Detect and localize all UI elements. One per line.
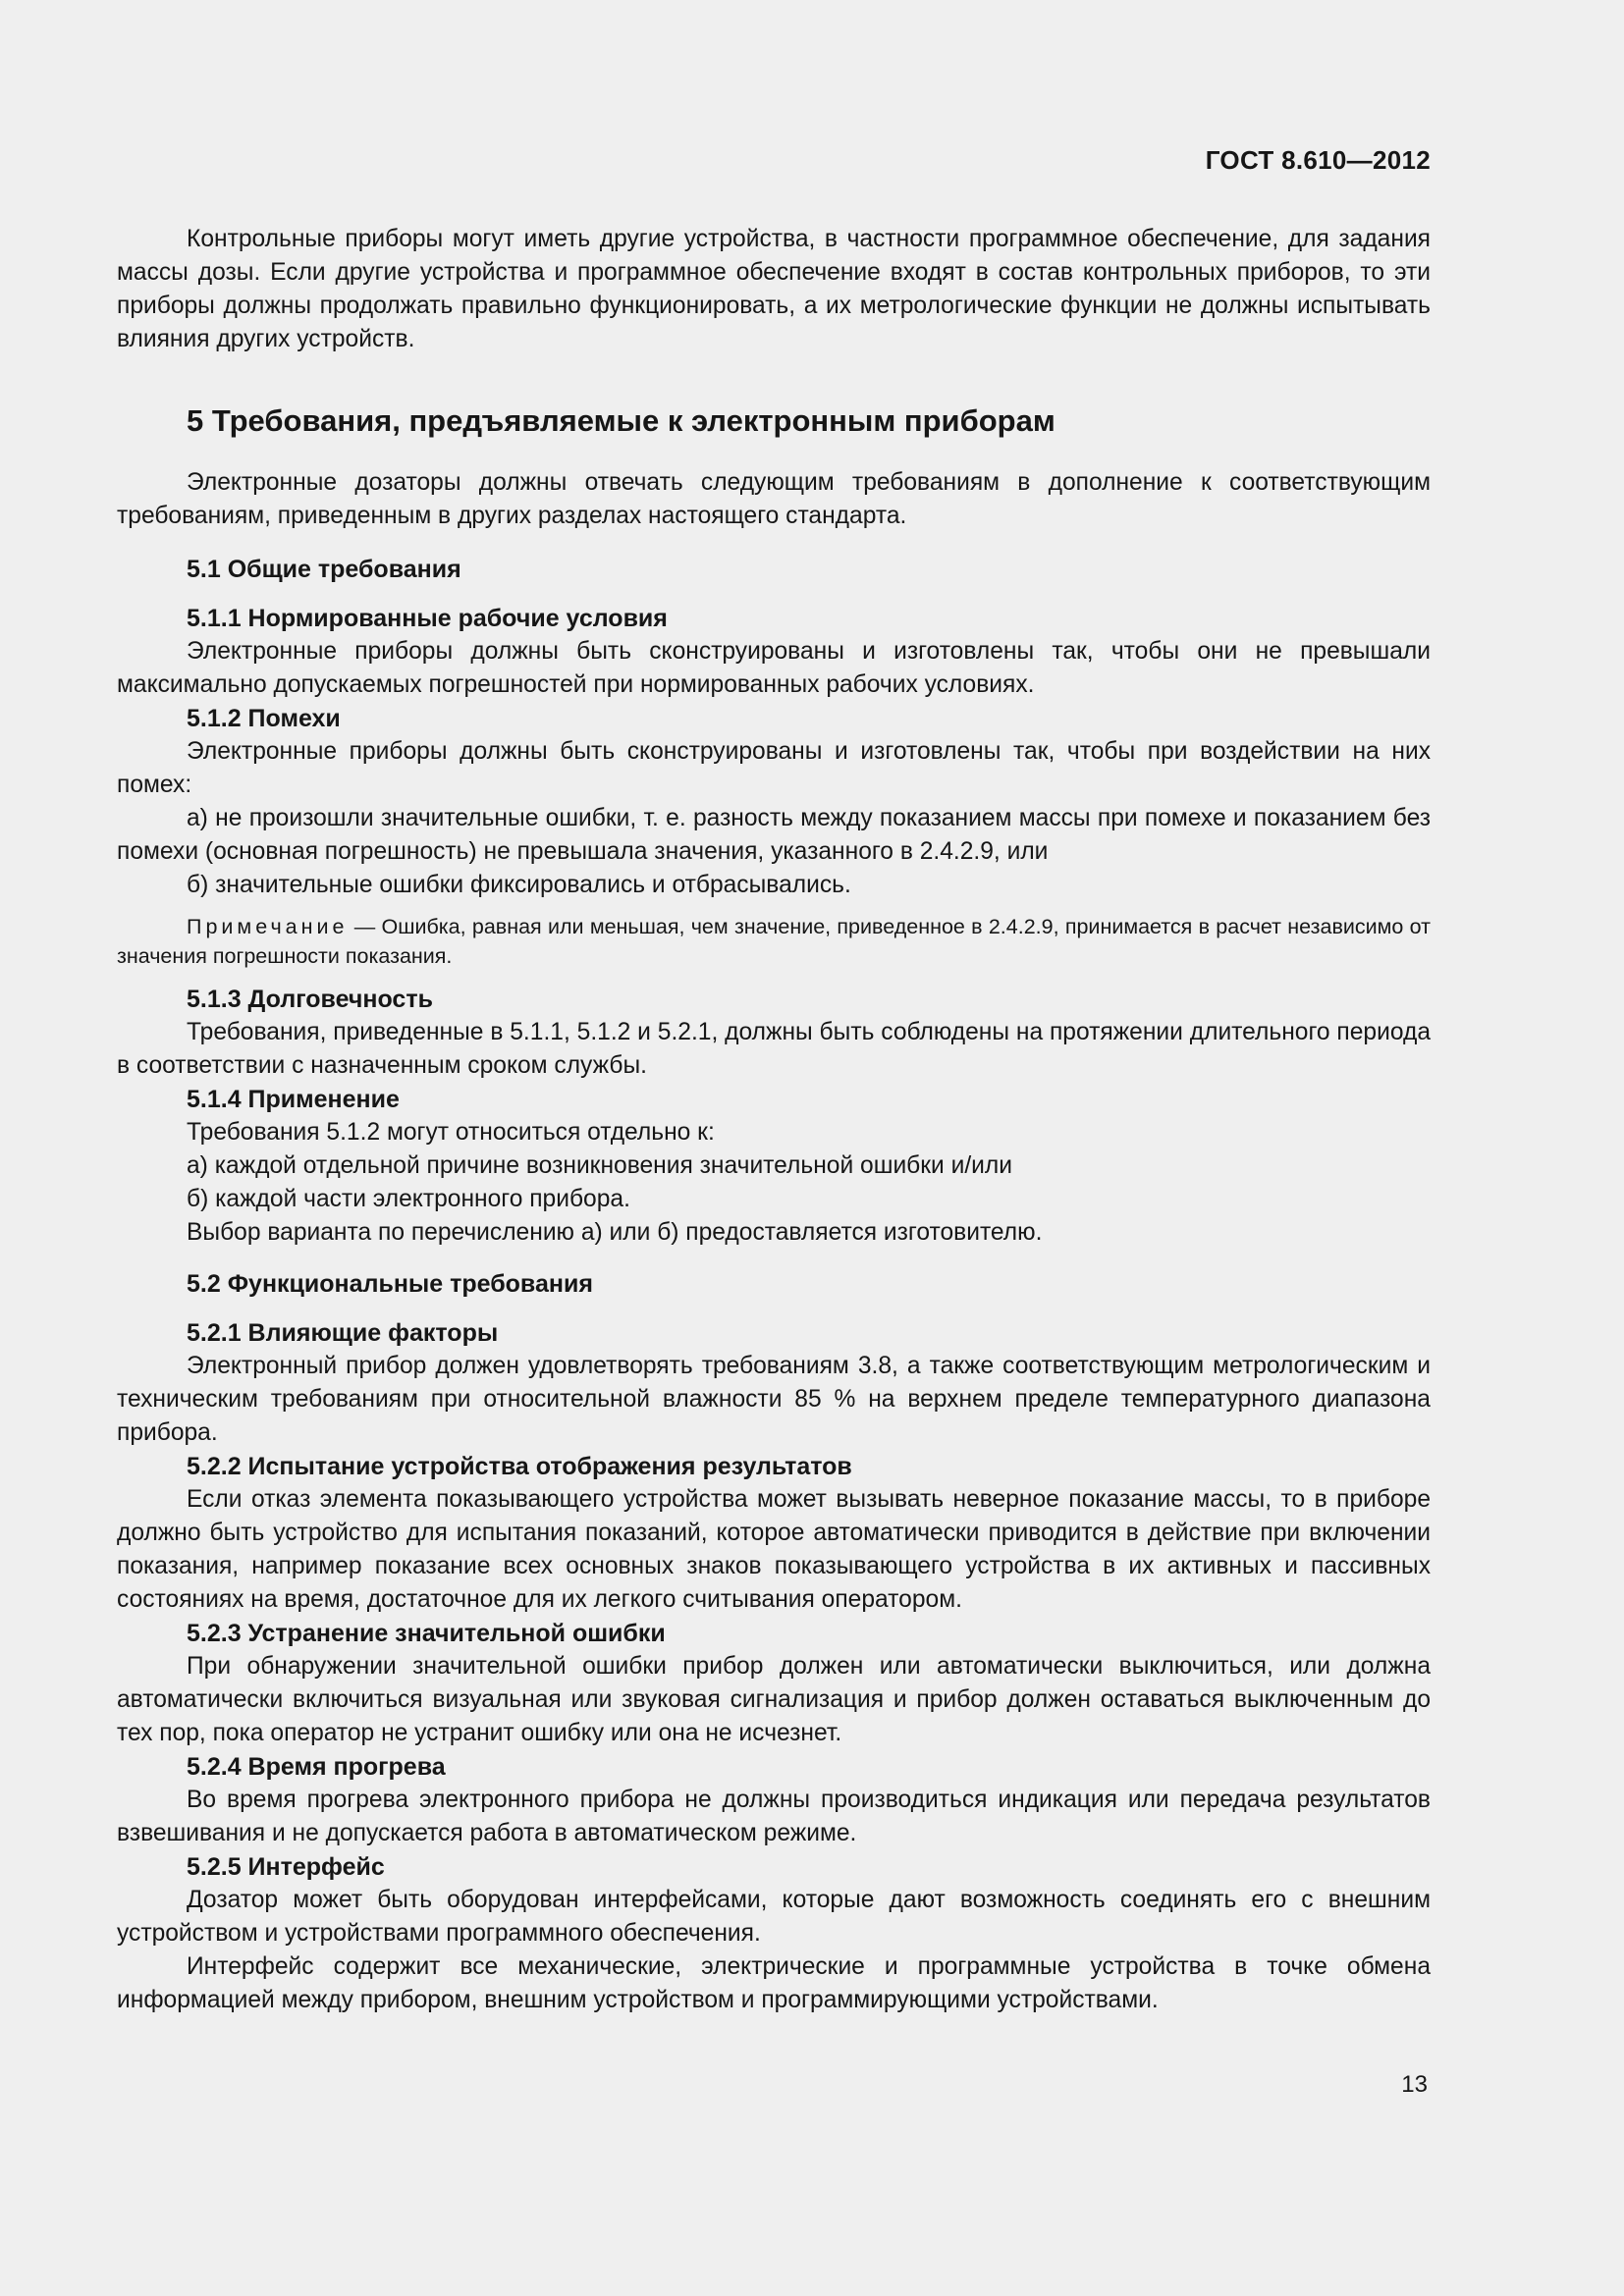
section-5-1-4-item-a: а) каждой отдельной причине возникновения значительной ошибки и/или [187, 1152, 1012, 1179]
section-5-1-2-item-a: а) не произошли значительные ошибки, т. е. разность между показанием массы при помехе и показанием без помехи (основная погрешность) не превышала значения, указанного в 2.4.2.9, или [117, 805, 1431, 865]
section-5-2-1-text: Электронный прибор должен удовлетворять требованиям 3.8, а также соответствующим метрологическим и техническим требованиям при относительной влажности 85 % на верхнем пределе температурного диапазона прибора. [117, 1353, 1431, 1446]
note-text: — Ошибка, равная или меньшая, чем значение, приведенное в 2.4.2.9, принимается в расчет независимо от значения погрешности показания. [117, 915, 1431, 968]
page-number: 13 [1401, 2071, 1428, 2098]
section-5-1-1-text: Электронные приборы должны быть сконструированы и изготовлены так, чтобы они не превышали максимально допускаемых погрешностей при нормированных рабочих условиях. [117, 638, 1431, 698]
section-5-1-3-text: Требования, приведенные в 5.1.1, 5.1.2 и 5.2.1, должны быть соблюдены на протяжении длительного периода в соответствии с назначенным сроком службы. [117, 1019, 1431, 1079]
section-5-2-heading: 5.2 Функциональные требования [187, 1270, 593, 1298]
section-5-2-5-text-2: Интерфейс содержит все механические, электрические и программные устройства в точке обмена информацией между прибором, внешним устройством и программирующими устройствами. [117, 1953, 1431, 2013]
section-5-1-4-item-b: б) каждой части электронного прибора. [187, 1186, 630, 1212]
section-5-2-5-text-1: Дозатор может быть оборудован интерфейсами, которые дают возможность соединять его с внешним устройством и устройствами программного обеспечения. [117, 1887, 1431, 1947]
section-5-2-4-heading: 5.2.4 Время прогрева [187, 1753, 446, 1781]
section-5-1-1-heading: 5.1.1 Нормированные рабочие условия [187, 605, 668, 632]
section-5-2-3-text: При обнаружении значительной ошибки прибор должен или автоматически выключиться, или должна автоматически включиться визуальная или звуковая сигнализация и прибор должен оставаться выключенным до тех пор, пока оператор не устранит ошибку или она не исчезнет. [117, 1653, 1431, 1746]
section-5-2-4-text: Во время прогрева электронного прибора не должны производиться индикация или передача результатов взвешивания и не допускается работа в автоматическом режиме. [117, 1787, 1431, 1846]
section-5-intro: Электронные дозаторы должны отвечать следующим требованиям в дополнение к соответствующим требованиям, приведенным в других разделах настоящего стандарта. [117, 469, 1431, 529]
section-5-1-4-choice: Выбор варианта по перечислению а) или б) предоставляется изготовителю. [187, 1219, 1043, 1246]
section-5-heading: 5 Требования, предъявляемые к электронным приборам [187, 403, 1056, 438]
section-5-1-2-text: Электронные приборы должны быть сконструированы и изготовлены так, чтобы при воздействии на них помех: [117, 738, 1431, 798]
section-5-1-2-item-b: б) значительные ошибки фиксировались и отбрасывались. [187, 872, 851, 898]
section-5-2-3-heading: 5.2.3 Устранение значительной ошибки [187, 1620, 666, 1647]
intro-paragraph: Контрольные приборы могут иметь другие устройства, в частности программное обеспечение, для задания массы дозы. Если другие устройства и программное обеспечение входят в состав контрольных приборов, то эти приборы должны продолжать правильно функционировать, а их метрологические функции не должны испытывать влияния других устройств. [117, 226, 1431, 352]
section-5-2-2-text: Если отказ элемента показывающего устройства может вызывать неверное показание массы, то в приборе должно быть устройство для испытания показаний, которое автоматически приводится в действие при включении показания, например показание всех основных знаков показывающего устройства в их активных и пассивных состояниях на время, достаточное для их легкого считывания оператором. [117, 1486, 1431, 1613]
section-5-1-3-heading: 5.1.3 Долговечность [187, 986, 433, 1013]
section-5-1-4-heading: 5.1.4 Применение [187, 1086, 400, 1113]
section-5-1-heading: 5.1 Общие требования [187, 556, 461, 583]
note [117, 912, 1431, 971]
section-5-2-5-heading: 5.2.5 Интерфейс [187, 1853, 385, 1881]
page-content [117, 223, 1431, 2017]
section-5-1-2-heading: 5.1.2 Помехи [187, 705, 341, 732]
note-label: Примечание [187, 915, 349, 938]
standard-designation: ГОСТ 8.610—2012 [1205, 145, 1431, 175]
section-5-1-4-text: Требования 5.1.2 могут относиться отдельно к: [187, 1119, 715, 1146]
section-5-2-1-heading: 5.2.1 Влияющие факторы [187, 1319, 499, 1347]
section-5-2-2-heading: 5.2.2 Испытание устройства отображения результатов [187, 1453, 852, 1480]
